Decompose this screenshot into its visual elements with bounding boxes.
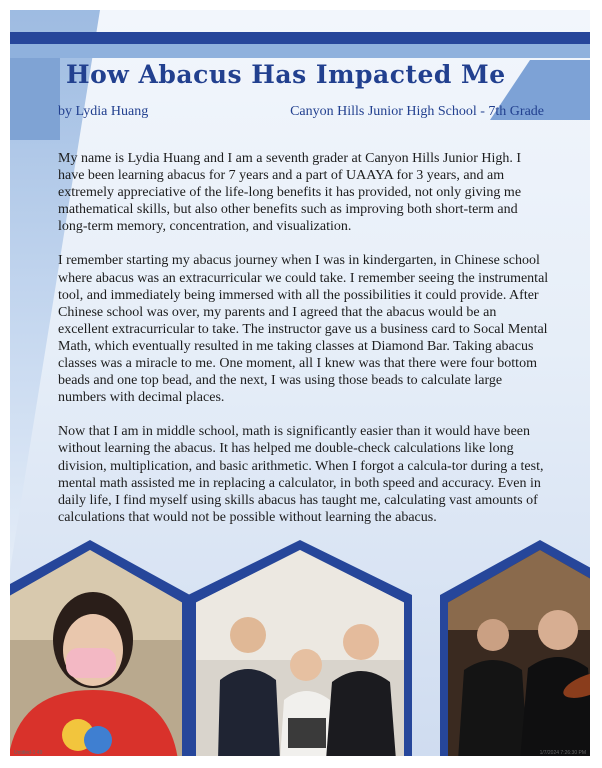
footer-right: 1/7/2024 7:26:30 PM: [539, 750, 586, 756]
decorative-block-left: [10, 50, 60, 140]
paragraph-3: Now that I am in middle school, math is significantly easier than it would have been without learning the abacus. It has helped me double-check calculations like long division, multiplication, and basic arithmetic. When I forgot a calcula-tor during a test, mental math assisted me in replacing a calculator, in both speed and accuracy. Even in daily life, I find myself using skills abacus has taught me, calculating vast amounts of calculations that would not be possible without learning the abacus.: [58, 424, 544, 525]
school-name: Canyon Hills Junior High School - 7th Grade: [290, 104, 544, 119]
footer-left: Untitled-1 49: [14, 750, 43, 756]
byline: [58, 104, 544, 120]
header-bar-light: [10, 44, 590, 58]
paragraph-2: I remember starting my abacus journey when I was in kindergarten, in Chinese school where abacus was an extracurricular we could take. I remember seeing the instrumental tool, and immediately being immersed with all the possibilities it could provide. After Chinese school was over, my parents and I agreed that the abacus would be an excellent extracurricular to take. The instructor gave us a business card to Socal Mental Math, which eventually resulted in me taking classes at Diamond Bar. Taking abacus classes was a miracle to me. One moment, all I knew was that there were four bottom beads and one top bead, and the next, I was using those beads to calculate large numbers with decimal places.: [58, 253, 549, 406]
article-body: [58, 150, 550, 543]
author-name: by Lydia Huang: [58, 104, 149, 119]
paragraph-1: My name is Lydia Huang and I am a seventh grader at Canyon Hills Junior High. I have been learning abacus for 7 years and a part of UAAYA for 3 years, and am extremely appreciative of the life-long benefits it has provided, not only giving me mathematical skills, but also other benefits such as improving both short-term and long-term memory, concentration, and visualization.: [58, 151, 522, 235]
photo-strip: [10, 540, 590, 756]
article-title: How Abacus Has Impacted Me: [66, 60, 506, 89]
document-page: [10, 10, 590, 756]
header-bar: [10, 32, 590, 44]
